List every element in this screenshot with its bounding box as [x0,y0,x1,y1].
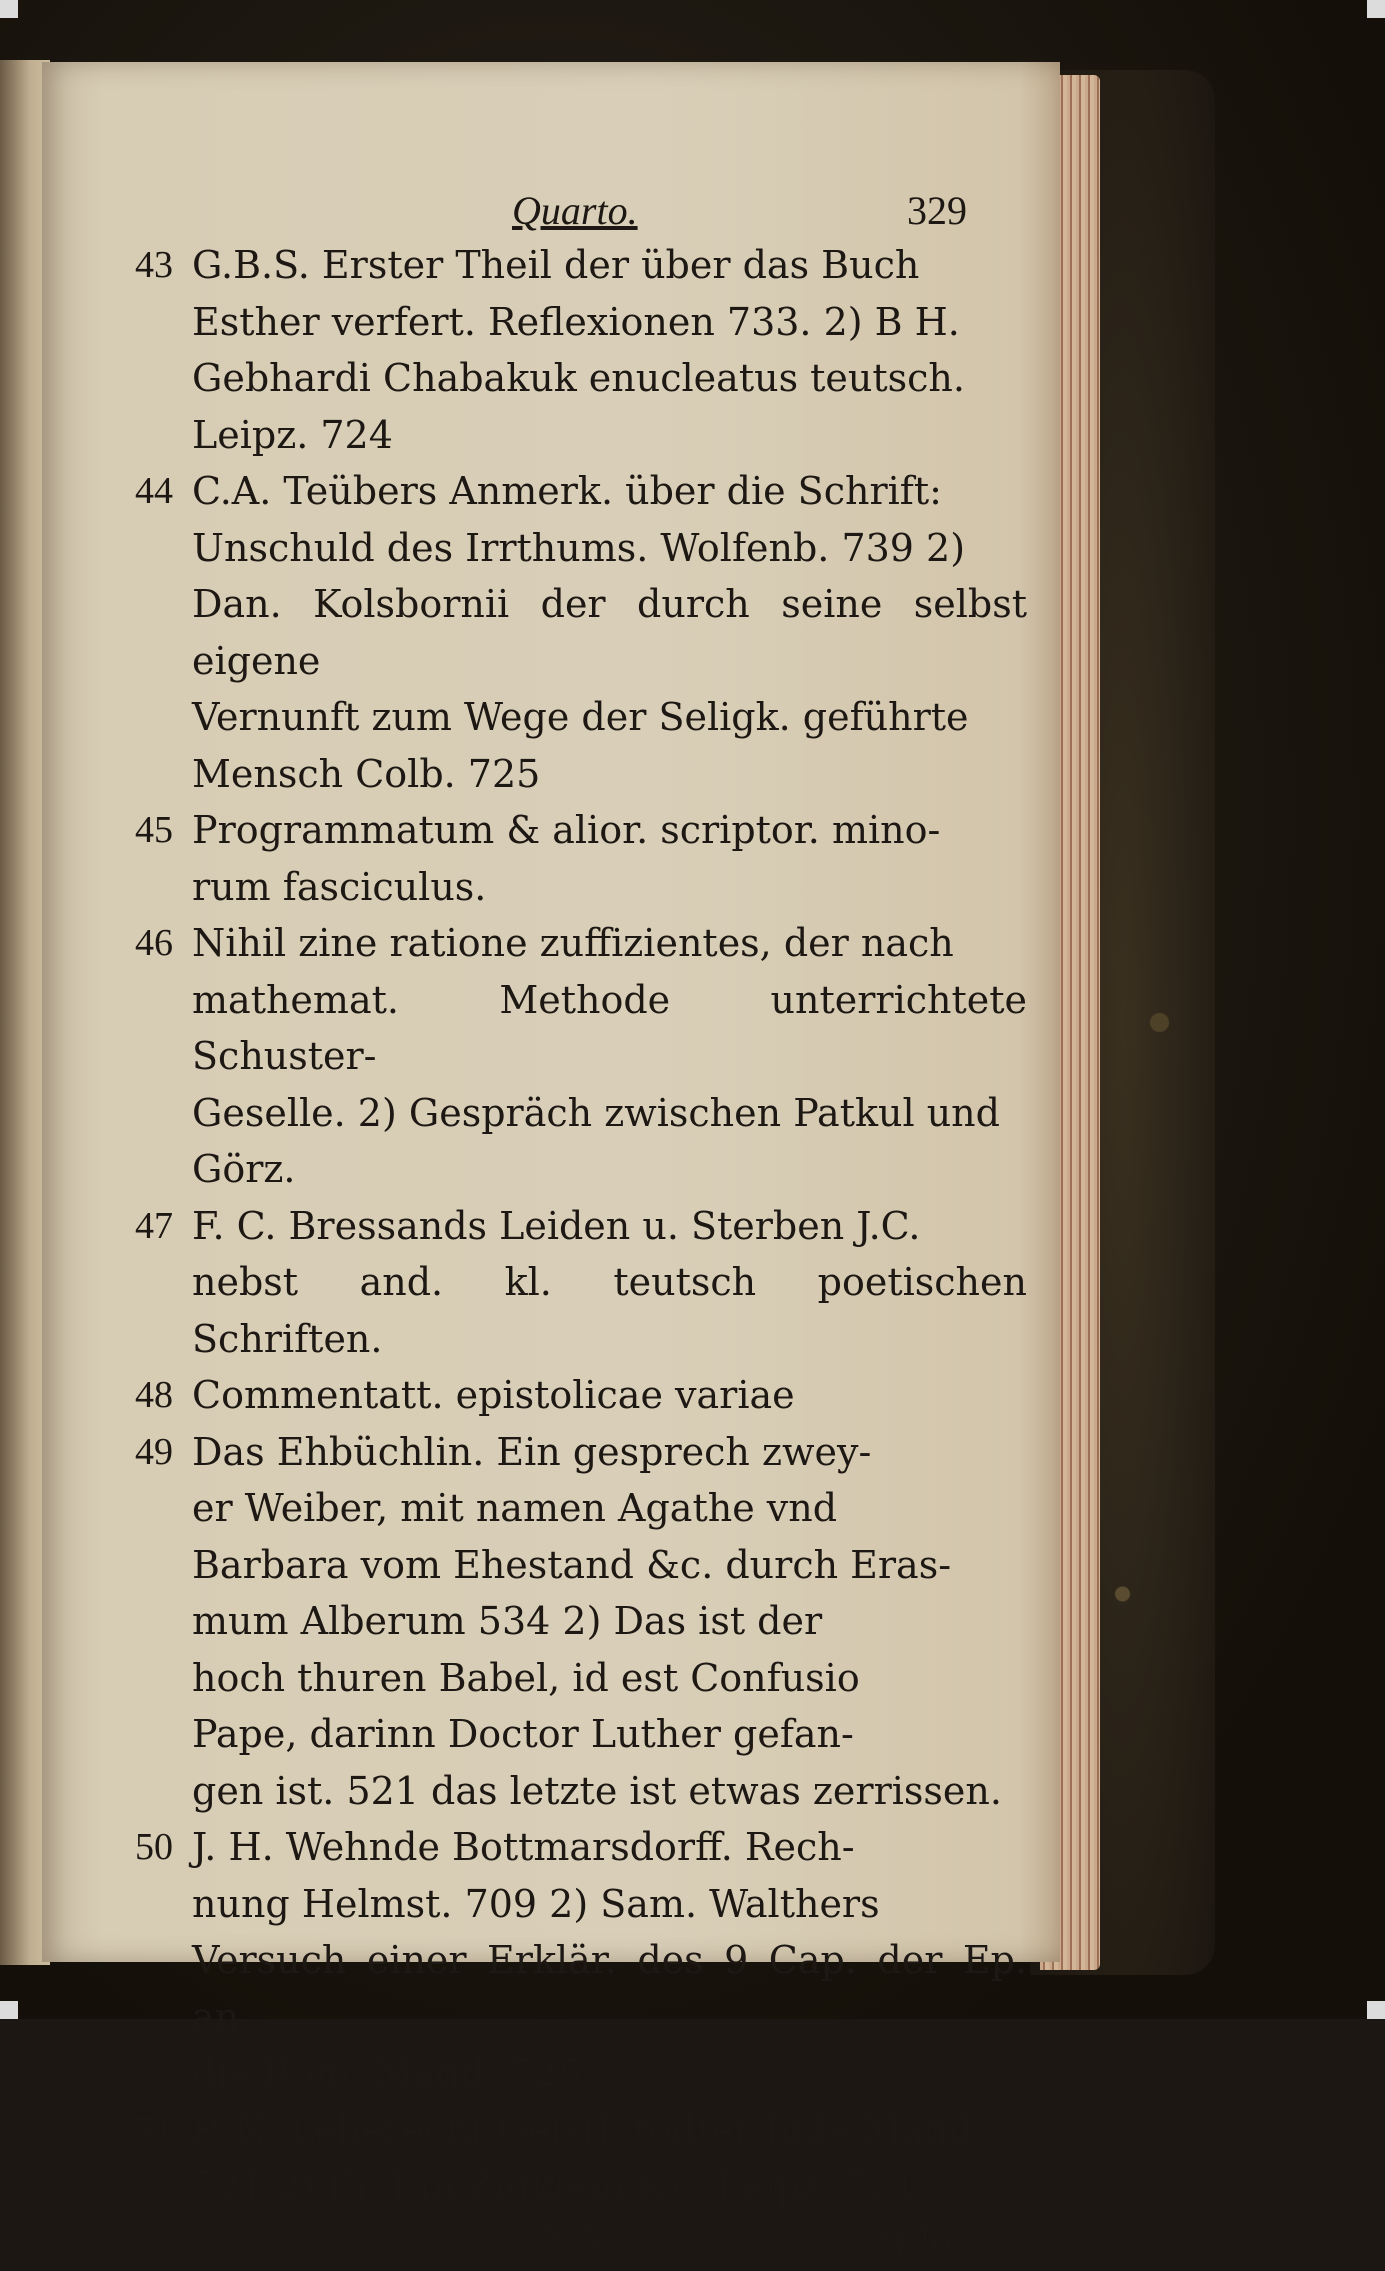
entry-number: 51 [135,2108,173,2151]
entry-number: 50 [135,1826,173,1868]
entry-number: 49 [135,1430,173,1473]
entry-number: 46 [135,922,173,964]
entry-text: Nihil zine ratione zuffizientes, der nach mathemat. Methode unterrichtete Schuster- Geselle. 2) Gespräch zwischen Patkul und Görz. [192,921,1027,1191]
catalog-entry [137,463,1027,802]
entry-text: P. N. Leberecht Geistl. todter Jüde Magd. 721 2) Ej. Ein Zigklein &c. Leipz. 731 [192,2107,985,2208]
catalog-entry [137,237,1027,463]
entry-number: 48 [135,1374,173,1416]
catalog-entry [137,802,1027,915]
catchword: 3) Jo [872,2215,951,2261]
entry-number: 45 [135,809,173,851]
entry-text: G.B.S. Erster Theil der über das Buch Esther verfert. Reflexionen 733. 2) B H. Gebhardi Chabakuk enucleatus teutsch. Leipz. 724 [192,243,965,457]
entry-number: 43 [135,244,173,286]
catalog-entry [137,915,1027,1198]
entry-number: 44 [135,470,173,512]
entry-text: Programmatum & alior. scriptor. mino- rum fasciculus. [192,808,941,909]
entry-number: 47 [135,1204,173,1247]
page-footer [137,2215,1027,2271]
catalog-entry [137,2102,1027,2215]
signature-mark: X 5 [542,2215,601,2261]
catalog-entry [137,1367,1027,1424]
catalog-entry [137,1424,1027,1820]
running-head: Quarto. [512,188,638,233]
frame-corner [1367,0,1385,18]
frame-corner [0,2001,18,2019]
entry-text: J. H. Wehnde Bottmarsdorff. Rech- nung Helmst. 709 2) Sam. Walthers Versuch einer Erklär. des 9 Cap. der Ep. an die Röm. Magd. 725 [192,1825,1027,2095]
frame-corner [0,0,18,18]
entry-text: C.A. Teübers Anmerk. über die Schrift: Unschuld des Irrthums. Wolfenb. 739 2) Dan. Kolsbornii der durch seine selbst eigene Vernunft zum Wege der Seligk. geführte Mensch Colb. 725 [192,469,1027,796]
catalog-entry [137,1819,1027,2102]
catalog-entry [137,1198,1027,1368]
page-header [137,177,1027,237]
frame-corner [1367,2001,1385,2019]
text-block [137,177,1027,2271]
book-page [42,62,1060,2261]
entry-text: Das Ehbüchlin. Ein gesprech zwey- er Weiber, mit namen Agathe vnd Barbara vom Ehestand &c. durch Eras- mum Alberum 534 2) Das ist der hoch thuren Babel, id est Confusio Pape, darinn Doctor Luther gefan- gen ist. 521 das letzte ist etwas zerrissen. [192,1429,1002,1813]
page-number: 329 [907,188,967,233]
entry-text: Commentatt. epistolicae variae [192,1373,795,1417]
entry-text: F. C. Bressands Leiden u. Sterben J.C. nebst and. kl. teutsch poetischen Schriften. [192,1203,1027,1361]
